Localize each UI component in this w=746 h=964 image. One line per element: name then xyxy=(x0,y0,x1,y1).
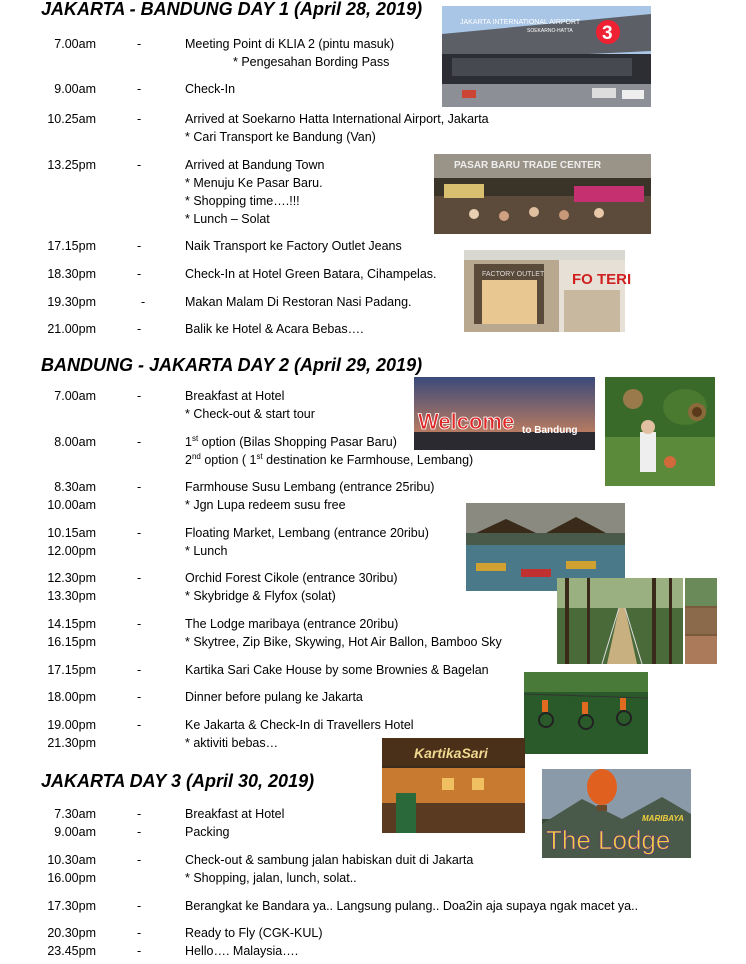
row-time: 12.00pm xyxy=(47,544,96,558)
row-note: * Shopping, jalan, lunch, solat.. xyxy=(185,871,357,885)
row-note: * Lunch xyxy=(185,544,228,558)
day1-heading: JAKARTA - BANDUNG DAY 1 (April 28, 2019) xyxy=(41,0,423,19)
the-lodge-photo xyxy=(542,769,691,858)
row-dash: - xyxy=(137,389,142,403)
row-time: 16.15pm xyxy=(47,635,96,649)
svg-text:MARIBAYA: MARIBAYA xyxy=(642,814,684,823)
row-desc: Breakfast at Hotel xyxy=(185,807,285,821)
row-desc: Meeting Point di KLIA 2 (pintu masuk) xyxy=(185,37,395,51)
row-desc: Farmhouse Susu Lembang (entrance 25ribu) xyxy=(185,480,435,494)
row-time: 13.30pm xyxy=(47,589,96,603)
airport-photo xyxy=(442,6,651,107)
row-dash: - xyxy=(137,239,142,253)
row-desc: Makan Malam Di Restoran Nasi Padang. xyxy=(185,295,412,309)
row-desc: Check-In at Hotel Green Batara, Cihampelas. xyxy=(185,267,437,281)
row-note: * Shopping time….!!! xyxy=(185,194,300,208)
farmhouse-photo xyxy=(605,377,715,486)
row-desc: Naik Transport ke Factory Outlet Jeans xyxy=(185,239,402,253)
row-time: 9.00am xyxy=(54,82,96,96)
row-dash: - xyxy=(137,37,142,51)
row-dash: - xyxy=(137,571,142,585)
row-time: 10.15am xyxy=(47,526,96,540)
row-time: 10.30am xyxy=(47,853,96,867)
row-dash: - xyxy=(137,690,142,704)
row-time: 16.00pm xyxy=(47,871,96,885)
row-time: 10.25am xyxy=(47,112,96,126)
row-desc: Floating Market, Lembang (entrance 20ribu) xyxy=(185,526,429,540)
row-time: 10.00am xyxy=(47,498,96,512)
day3-heading: JAKARTA DAY 3 (April 30, 2019) xyxy=(41,771,315,791)
row-dash: - xyxy=(137,480,142,494)
row-dash: - xyxy=(137,899,142,913)
row-dash: - xyxy=(137,807,142,821)
row-desc: Check-out & sambung jalan habiskan duit di Jakarta xyxy=(185,853,474,867)
row-time: 19.00pm xyxy=(47,718,96,732)
row-desc: Hello…. Malaysia…. xyxy=(185,944,299,958)
row-note: 2nd option ( 1st destination ke Farmhouse, Lembang) xyxy=(185,452,474,467)
row-note: * Skytree, Zip Bike, Skywing, Hot Air Ballon, Bamboo Sky xyxy=(185,635,502,649)
row-desc: Ke Jakarta & Check-In di Travellers Hotel xyxy=(185,718,414,732)
svg-text:FACTORY OUTLET: FACTORY OUTLET xyxy=(482,271,545,278)
row-dash: - xyxy=(137,267,142,281)
row-time: 7.00am xyxy=(54,389,96,403)
pasar-baru-photo xyxy=(434,154,651,234)
factory-outlet-photo xyxy=(464,250,632,332)
row-desc: Kartika Sari Cake House by some Brownies & Bagelan xyxy=(185,663,489,677)
row-time: 21.00pm xyxy=(47,322,96,336)
welcome-bandung-photo xyxy=(414,377,595,450)
svg-text:to Bandung: to Bandung xyxy=(522,425,578,436)
row-desc: Orchid Forest Cikole (entrance 30ribu) xyxy=(185,571,398,585)
kartika-sari-photo xyxy=(382,738,525,833)
zip-bike-photo xyxy=(524,672,648,754)
row-desc: The Lodge maribaya (entrance 20ribu) xyxy=(185,617,399,631)
row-time: 8.30am xyxy=(54,480,96,494)
row-desc: Check-In xyxy=(185,82,236,96)
row-note: * Menuju Ke Pasar Baru. xyxy=(185,176,323,190)
row-time: 18.00pm xyxy=(47,690,96,704)
row-time: 14.15pm xyxy=(47,617,96,631)
row-dash: - xyxy=(137,435,142,449)
row-dash: - xyxy=(137,617,142,631)
row-dash: - xyxy=(137,944,142,958)
row-time: 13.25pm xyxy=(47,158,96,172)
row-desc: Arrived at Soekarno Hatta International Airport, Jakarta xyxy=(185,112,489,126)
svg-text:PASAR BARU TRADE CENTER: PASAR BARU TRADE CENTER xyxy=(454,160,602,171)
row-time: 17.30pm xyxy=(47,899,96,913)
row-dash: - xyxy=(137,718,142,732)
row-dash: - xyxy=(137,158,142,172)
row-time: 20.30pm xyxy=(47,926,96,940)
row-time: 9.00am xyxy=(54,825,96,839)
row-note: * Jgn Lupa redeem susu free xyxy=(185,498,346,512)
row-desc: Dinner before pulang ke Jakarta xyxy=(185,690,363,704)
day2-heading: BANDUNG - JAKARTA DAY 2 (April 29, 2019) xyxy=(41,355,423,375)
row-time: 19.30pm xyxy=(47,295,96,309)
row-dash: - xyxy=(137,926,142,940)
row-desc: Balik ke Hotel & Acara Bebas…. xyxy=(185,322,364,336)
svg-text:FO TERI: FO TERI xyxy=(572,271,632,288)
row-time: 12.30pm xyxy=(47,571,96,585)
svg-text:3: 3 xyxy=(602,23,613,44)
row-time: 8.00am xyxy=(54,435,96,449)
row-time: 23.45pm xyxy=(47,944,96,958)
orchid-forest-photo xyxy=(557,578,683,664)
row-note: * Cari Transport ke Bandung (Van) xyxy=(185,130,376,144)
row-dash: - xyxy=(137,853,142,867)
row-dash: - xyxy=(137,526,142,540)
svg-text:SOEKARNO-HATTA: SOEKARNO-HATTA xyxy=(527,28,573,34)
row-desc: 1st option (Bilas Shopping Pasar Baru) xyxy=(185,434,397,449)
svg-text:The Lodge: The Lodge xyxy=(546,825,671,855)
row-desc: Packing xyxy=(185,825,230,839)
svg-text:KartikaSari: KartikaSari xyxy=(414,745,488,761)
row-note: * Check-out & start tour xyxy=(185,407,315,421)
row-dash: - xyxy=(137,663,142,677)
row-dash: - xyxy=(137,322,142,336)
row-dash: - xyxy=(137,825,142,839)
row-desc: Arrived at Bandung Town xyxy=(185,158,325,172)
row-dash: - xyxy=(137,112,142,126)
row-note: * Skybridge & Flyfox (solat) xyxy=(185,589,336,603)
row-time: 18.30pm xyxy=(47,267,96,281)
row-note: * aktiviti bebas… xyxy=(185,736,279,750)
row-desc: Berangkat ke Bandara ya.. Langsung pulang.. Doa2in aja supaya ngak macet ya.. xyxy=(185,899,639,913)
row-desc: Ready to Fly (CGK-KUL) xyxy=(185,926,323,940)
row-time: 7.00am xyxy=(54,37,96,51)
row-time: 17.15pm xyxy=(47,239,96,253)
svg-text:JAKARTA INTERNATIONAL AIRPORT: JAKARTA INTERNATIONAL AIRPORT xyxy=(460,19,581,26)
row-desc: Breakfast at Hotel xyxy=(185,389,285,403)
svg-text:Welcome: Welcome xyxy=(418,409,515,434)
row-time: 7.30am xyxy=(54,807,96,821)
row-dash: - xyxy=(137,82,142,96)
row-time: 17.15pm xyxy=(47,663,96,677)
row-dash: - xyxy=(141,295,146,309)
row-note: * Lunch – Solat xyxy=(185,212,270,226)
row-time: 21.30pm xyxy=(47,736,96,750)
lodge-collage-photo xyxy=(685,578,717,664)
row-note: * Pengesahan Bording Pass xyxy=(233,55,390,69)
